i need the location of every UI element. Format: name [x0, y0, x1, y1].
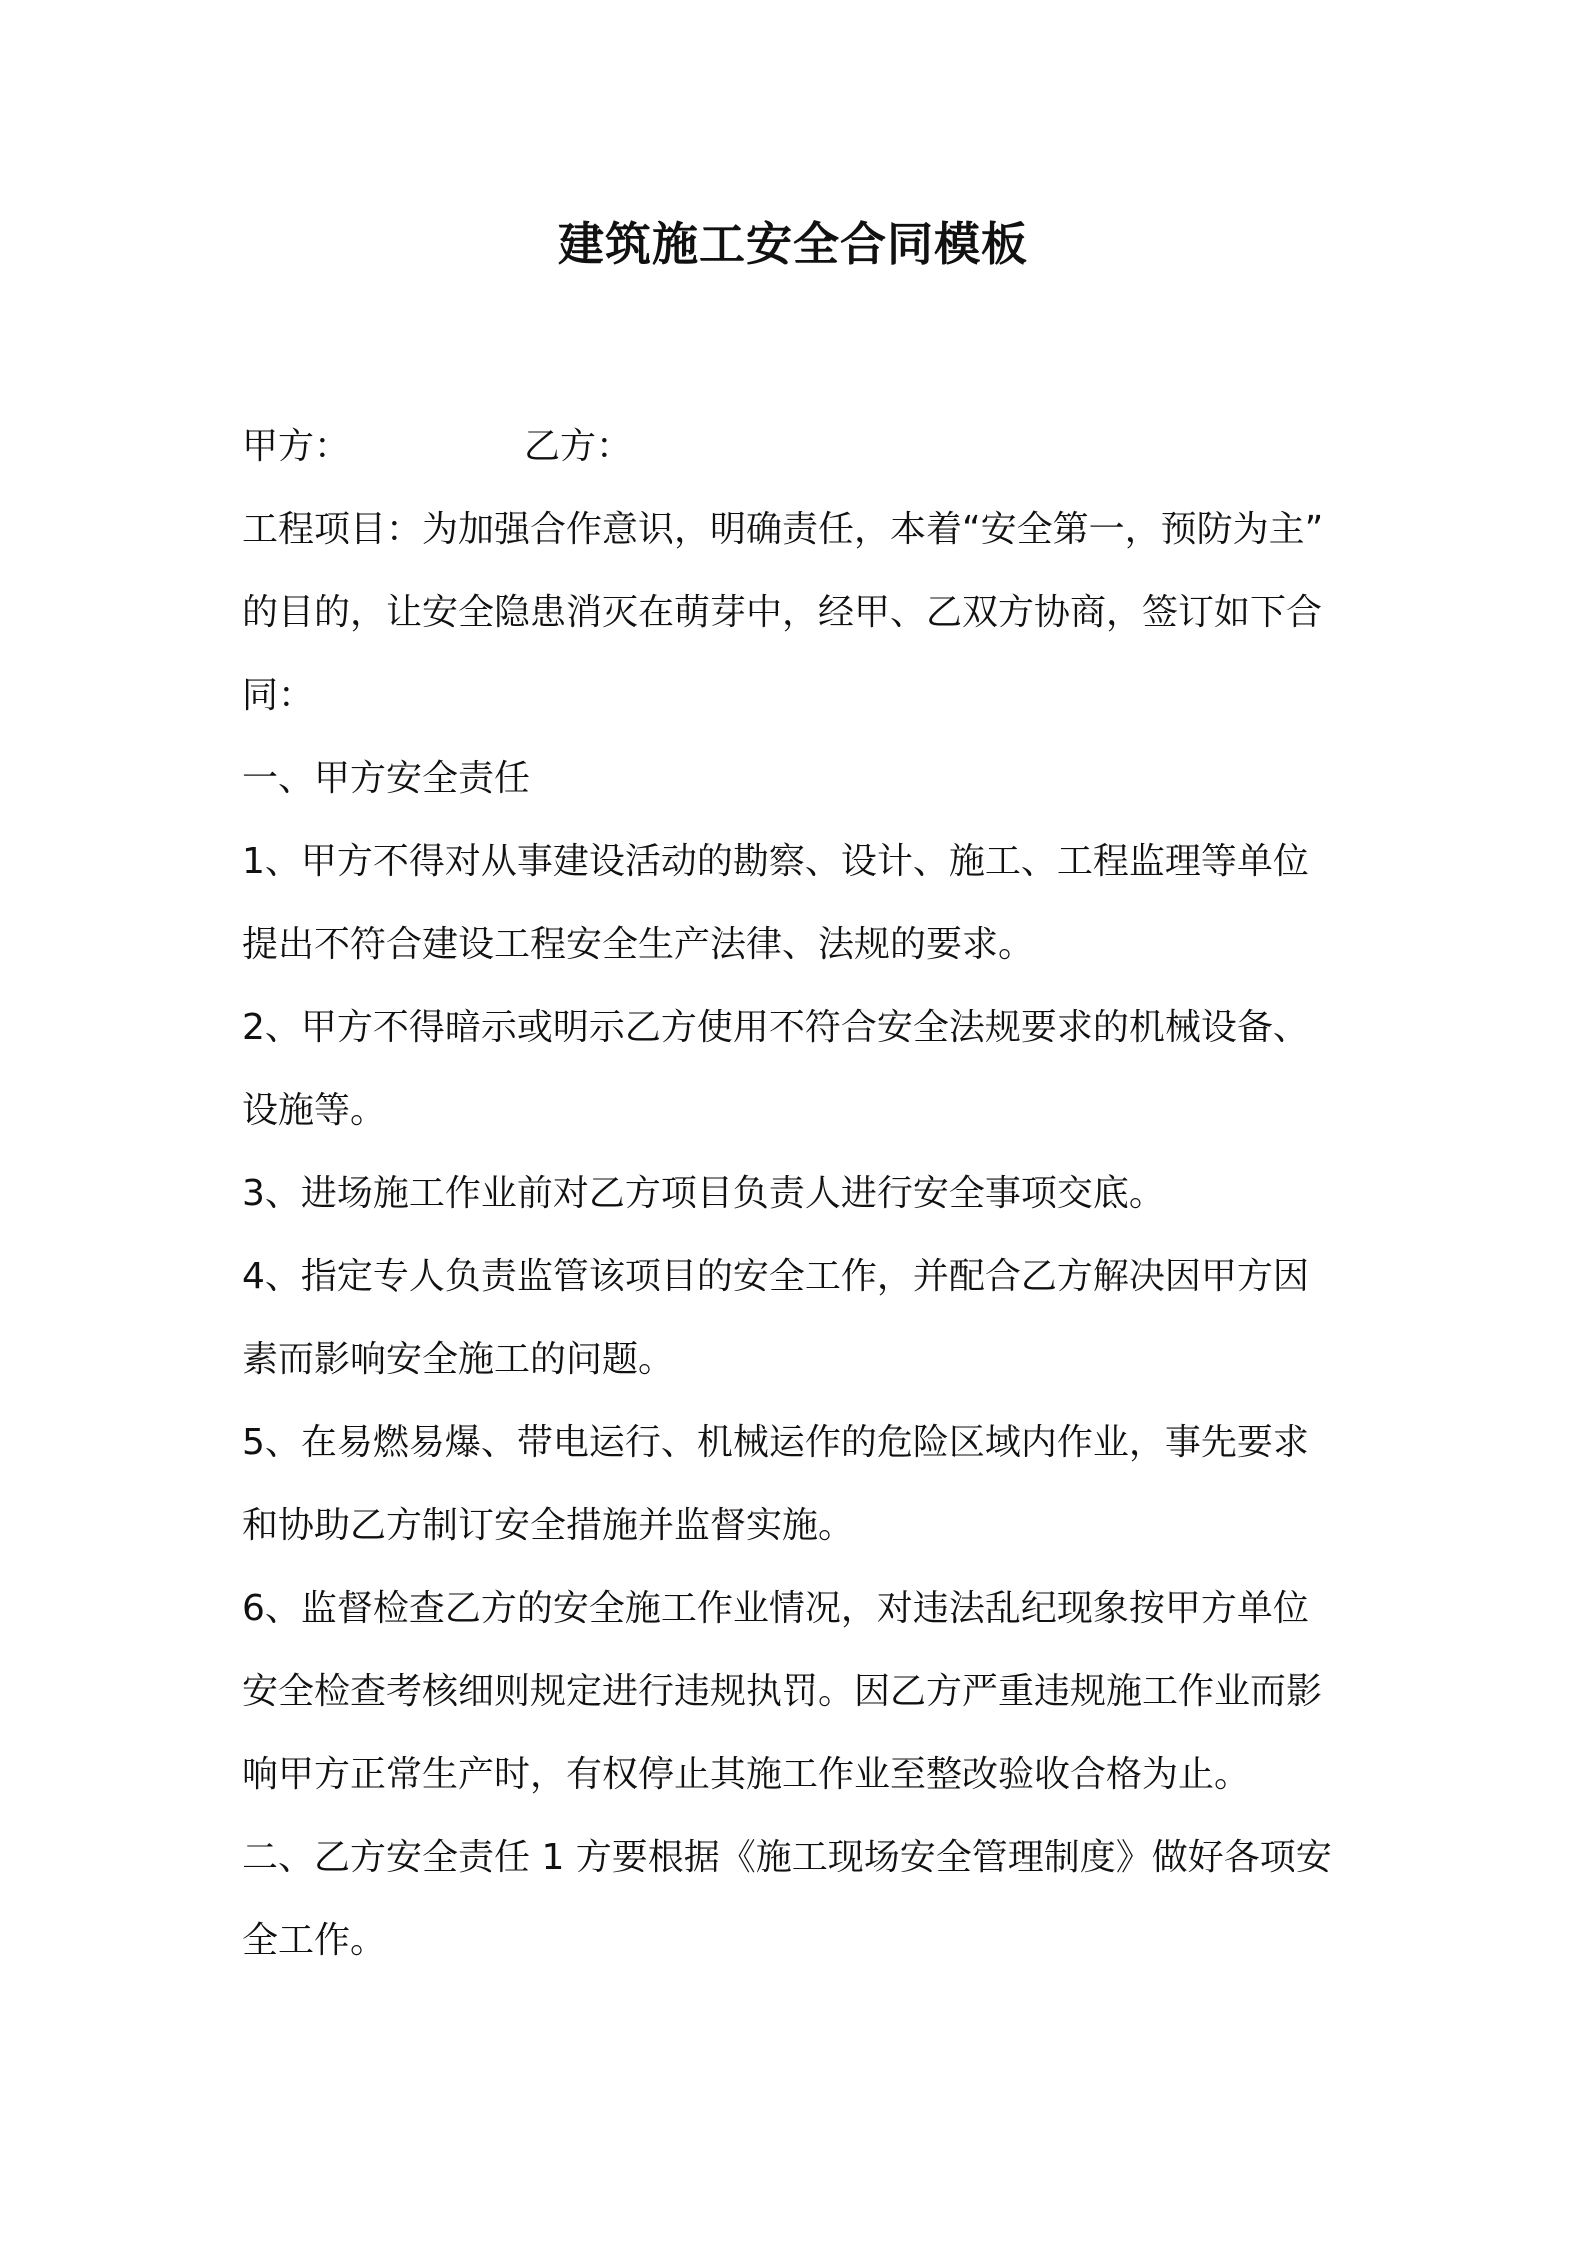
text-line: 4、指定专人负责监管该项目的安全工作，并配合乙方解决因甲方因	[242, 1256, 1309, 1297]
document-body	[242, 405, 1362, 1982]
text-line: 1、甲方不得对从事建设活动的勘察、设计、施工、工程监理等单位	[242, 841, 1309, 882]
clause-6	[242, 1567, 1362, 1816]
parties-row	[242, 405, 1362, 488]
text-line: 3、进场施工作业前对乙方项目负责人进行安全事项交底。	[242, 1173, 1165, 1214]
text-line: 全工作。	[242, 1920, 387, 1961]
text-line: 2、甲方不得暗示或明示乙方使用不符合安全法规要求的机械设备、	[242, 1007, 1309, 1048]
text-line: 安全检查考核细则规定进行违规执罚。因乙方严重违规施工作业而影	[242, 1671, 1323, 1712]
text-line: 5、在易燃易爆、带电运行、机械运作的危险区域内作业，事先要求	[242, 1422, 1309, 1463]
clause-4	[242, 1235, 1362, 1401]
section-party-b	[242, 1816, 1362, 1982]
clause-1	[242, 820, 1362, 986]
text-line: 设施等。	[242, 1090, 387, 1131]
party-b-label: 乙方：	[524, 426, 633, 467]
project-intro-paragraph	[242, 488, 1362, 737]
clause-2	[242, 986, 1362, 1152]
text-line: 提出不符合建设工程安全生产法律、法规的要求。	[242, 924, 1035, 965]
text-line: 素而影响安全施工的问题。	[242, 1339, 675, 1380]
document-title: 建筑施工安全合同模板	[558, 217, 1028, 271]
text-line: 和协助乙方制订安全措施并监督实施。	[242, 1505, 855, 1546]
text-line: 同：	[242, 675, 315, 716]
text-line: 的目的，让安全隐患消灭在萌芽中，经甲、乙双方协商，签订如下合	[242, 592, 1323, 633]
section-heading: 一、甲方安全责任	[242, 758, 531, 799]
clause-5	[242, 1401, 1362, 1567]
text-line: 6、监督检查乙方的安全施工作业情况，对违法乱纪现象按甲方单位	[242, 1588, 1309, 1629]
text-line: 二、乙方安全责任 1 方要根据《施工现场安全管理制度》做好各项安	[242, 1837, 1332, 1878]
party-a-label: 甲方：	[242, 426, 351, 467]
text-line: 工程项目：为加强合作意识，明确责任，本着“安全第一，预防为主”	[242, 509, 1324, 550]
clause-3	[242, 1152, 1362, 1235]
section-heading-party-a	[242, 737, 1362, 820]
text-line: 响甲方正常生产时，有权停止其施工作业至整改验收合格为止。	[242, 1754, 1251, 1795]
